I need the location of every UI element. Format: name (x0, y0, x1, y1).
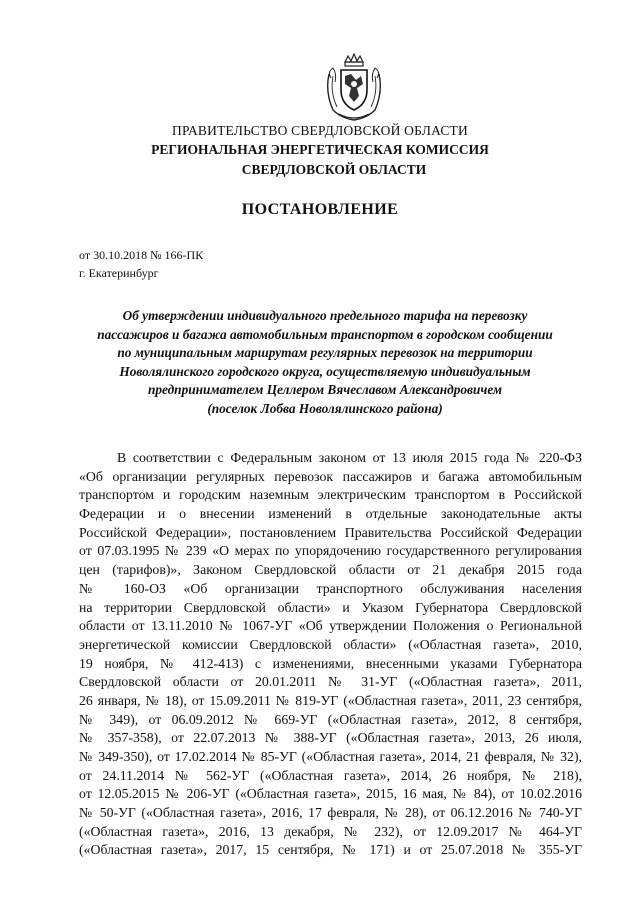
coat-of-arms-icon (321, 52, 387, 122)
body-line: 19 ноября, № 412-413) с изменениями, внесенными указами Губернатора (79, 655, 582, 671)
subject-line: по муниципальным маршрутам регулярных перевозок на территории (117, 345, 533, 361)
org-name-line2: РЕГИОНАЛЬНАЯ ЭНЕРГЕТИЧЕСКАЯ КОМИССИЯ (151, 142, 489, 157)
body-line: («Областная газета», 2017, 15 сентября, № 171) и от 25.07.2018 № 355-УГ (79, 842, 582, 858)
body-line: № 357-358), от 22.07.2013 № 388-УГ («Областная газета», 2013, 26 июля, (79, 730, 582, 746)
body-line: Свердловской области от 20.01.2011 № 31-УГ («Областная газета», 2011, (79, 674, 582, 690)
subject-line: пассажиров и багажа автомобильным транспортом в городском сообщении (97, 326, 553, 342)
body-line: Российской Федерации», постановлением Правительства Российской Федерации (79, 524, 582, 540)
body-line: на территории Свердловской области» и Указом Губернатора Свердловской (79, 599, 582, 615)
subject-line: предпринимателем Целлером Вячеславом Александровичем (147, 382, 503, 398)
body-line: Федерации и о внесении изменений в отдельные законодательные акты (79, 506, 582, 522)
document-body (79, 449, 582, 860)
document-city: г. Екатеринбург (79, 266, 159, 280)
body-line: цен (тарифов)», Законом Свердловской области от 21 декабря 2015 года (79, 562, 582, 578)
body-line: «Об организации регулярных перевозок пассажиров и багажа автомобильным (79, 468, 582, 484)
document-type: ПОСТАНОВЛЕНИЕ (241, 201, 399, 218)
subject-line: Об утверждении индивидуального предельного тарифа на перевозку (122, 308, 528, 323)
body-line: В соответствии с Федеральным законом от 13 июля 2015 года № 220-ФЗ (117, 450, 582, 465)
document-date-number: от 30.10.2018 № 166-ПК (79, 248, 204, 262)
subject-line: (поселок Лобва Новолялинского района) (207, 400, 443, 416)
body-line: № 349), от 06.09.2012 № 669-УГ («Областная газета», 2012, 8 сентября, (79, 711, 582, 727)
body-line: от 12.05.2015 № 206-УГ («Областная газета», 2015, 16 мая, № 84), от 10.02.2016 (79, 786, 582, 802)
body-line: энергетической комиссии Свердловской области» («Областная газета», 2010, (79, 636, 582, 652)
body-line: № 160-ОЗ «Об организации транспортного обслуживания населения (79, 580, 582, 596)
body-line: от 24.11.2014 № 562-УГ («Областная газета», 2014, 26 ноября, № 218), (79, 767, 582, 783)
org-name-line1: ПРАВИТЕЛЬСТВО СВЕРДЛОВСКОЙ ОБЛАСТИ (172, 123, 468, 138)
body-line: области от 13.11.2010 № 1067-УГ «Об утверждении Положения о Региональной (79, 618, 582, 634)
body-line: № 349-350), от 17.02.2014 № 85-УГ («Областная газета», 2014, 21 февраля, № 32), (79, 749, 582, 764)
document-subject (70, 307, 580, 419)
subject-line: Новолялинского городского округа, осуществляемую индивидуальным (119, 363, 531, 379)
body-line: транспортом и городским наземным электрическим транспортом в Российской (79, 487, 582, 503)
body-line: 26 января, № 18), от 15.09.2011 № 819-УГ («Областная газета», 2011, 23 сентября, (79, 692, 582, 708)
body-line: № 50-УГ («Областная газета», 2016, 17 февраля, № 28), от 06.12.2016 № 740-УГ (79, 805, 582, 821)
body-line: («Областная газета», 2016, 13 декабря, № 232), от 12.09.2017 № 464-УГ (79, 823, 582, 839)
body-line: от 07.03.1995 № 239 «О мерах по упорядочению государственного регулирования (79, 543, 582, 559)
org-name-line3: СВЕРДЛОВСКОЙ ОБЛАСТИ (241, 162, 427, 177)
